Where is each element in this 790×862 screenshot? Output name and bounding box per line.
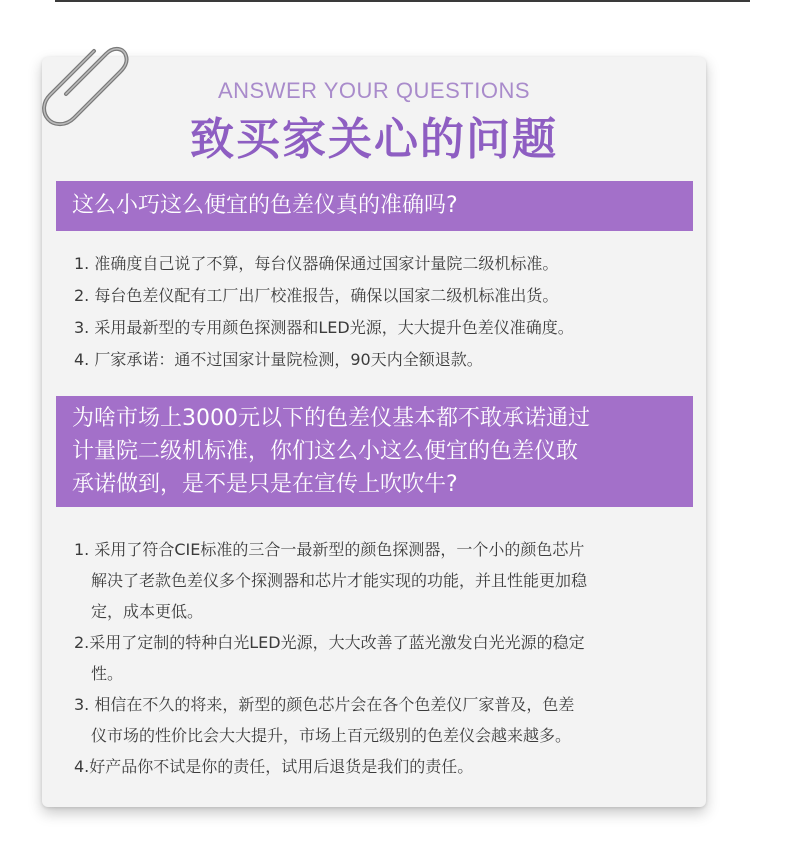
question-line: 为啥市场上3000元以下的色差仪基本都不敢承诺通过 (72, 406, 590, 431)
list-item-line: 解决了老款色差仪多个探测器和芯片才能实现的功能，并且性能更加稳 (91, 571, 588, 590)
list-item-line: 性。 (91, 664, 124, 683)
list-item: 4. 厂家承诺：通不过国家计量院检测，90天内全额退款。 (74, 350, 483, 369)
list-item (74, 751, 689, 782)
list-item-line: 3. 相信在不久的将来，新型的颜色芯片会在各个色差仪厂家普及，色差 (74, 695, 575, 714)
list-item (74, 689, 689, 751)
list-item-line: 仪市场的性价比会大大提升，市场上百元级别的色差仪会越来越多。 (91, 726, 572, 745)
question-banner-1: 这么小巧这么便宜的色差仪真的准确吗? (56, 181, 693, 231)
answer-list-1 (74, 248, 689, 376)
list-item: 1. 准确度自己说了不算，每台仪器确保通过国家计量院二级机标准。 (74, 254, 559, 273)
list-item-line: 4.好产品你不试是你的责任，试用后退货是我们的责任。 (74, 757, 474, 776)
list-item: 2. 每台色差仪配有工厂出厂校准报告，确保以国家二级机标准出货。 (74, 286, 559, 305)
subtitle: ANSWER YOUR QUESTIONS (217, 78, 531, 103)
list-item (74, 627, 689, 689)
page-title: 致买家关心的问题 (190, 114, 558, 165)
answer-list-2 (74, 534, 689, 782)
top-divider (55, 0, 750, 2)
list-item-line: 1. 采用了符合CIE标准的三合一最新型的颜色探测器，一个小的颜色芯片 (74, 540, 585, 559)
list-item (74, 534, 689, 627)
question-line: 承诺做到，是不是只是在宣传上吹吹牛? (72, 472, 458, 497)
question-line: 计量院二级机标准，你们这么小这么便宜的色差仪敢 (72, 439, 579, 464)
list-item: 3. 采用最新型的专用颜色探测器和LED光源，大大提升色差仪准确度。 (74, 318, 574, 337)
question-banner-2 (56, 396, 693, 507)
list-item-line: 定，成本更低。 (91, 602, 204, 621)
list-item-line: 2.采用了定制的特种白光LED光源，大大改善了蓝光激发白光光源的稳定 (74, 633, 585, 652)
